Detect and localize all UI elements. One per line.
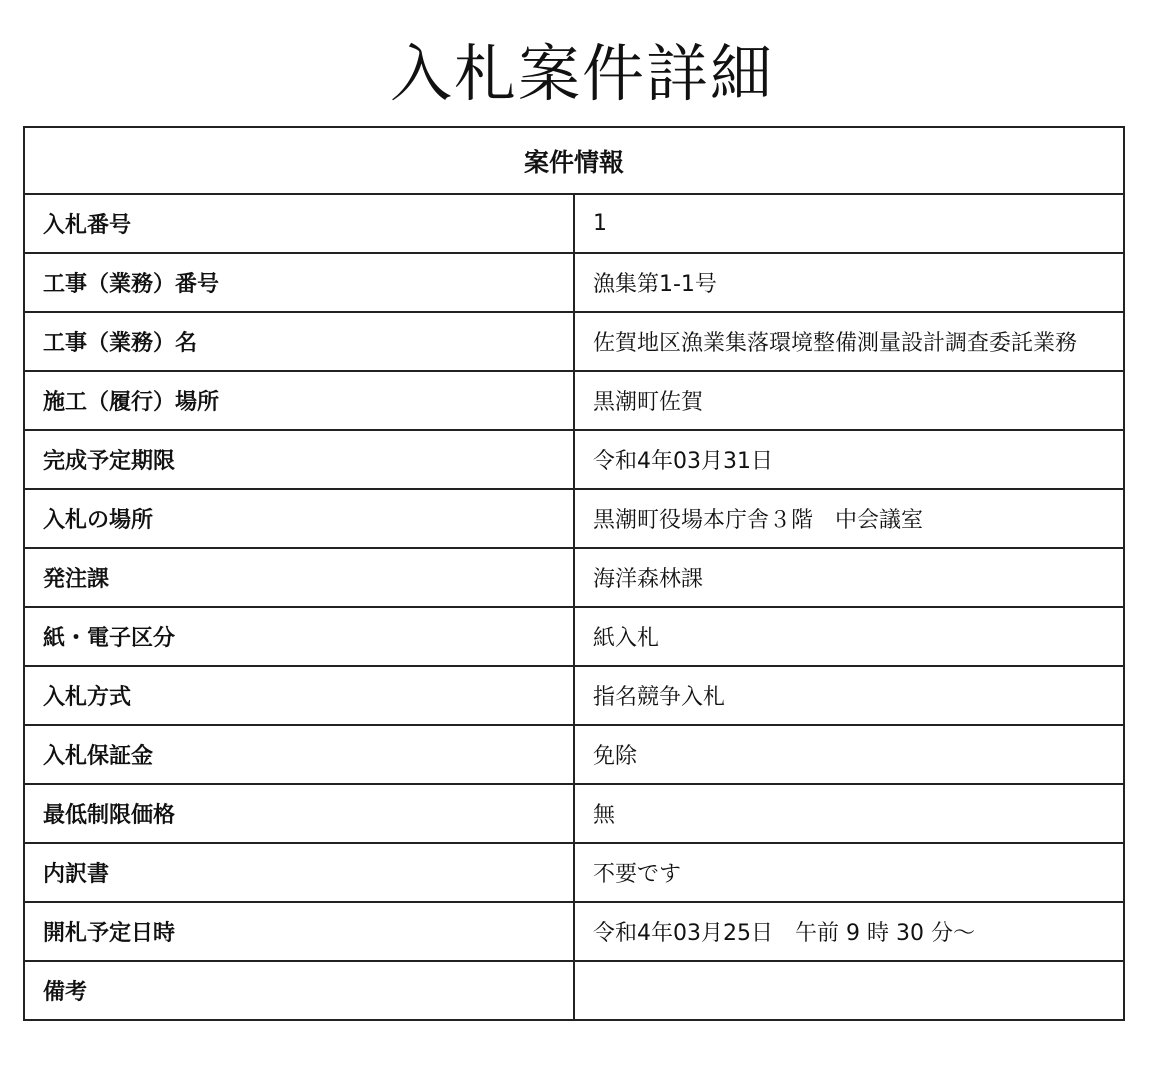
- bid-detail-table: [23, 126, 1125, 1021]
- row-project-number: [24, 253, 1124, 312]
- value-project-name: 佐賀地区漁業集落環境整備測量設計調査委託業務: [574, 312, 1124, 371]
- label-paper-electronic: 紙・電子区分: [24, 607, 574, 666]
- label-opening-datetime: 開札予定日時: [24, 902, 574, 961]
- page-title: 入札案件詳細: [389, 37, 774, 110]
- label-bid-venue: 入札の場所: [24, 489, 574, 548]
- label-ordering-department: 発注課: [24, 548, 574, 607]
- value-opening-datetime: 令和4年03月25日 午前 9 時 30 分～: [574, 902, 1124, 961]
- label-bid-bond: 入札保証金: [24, 725, 574, 784]
- row-minimum-price: [24, 784, 1124, 843]
- row-ordering-department: [24, 548, 1124, 607]
- label-project-number: 工事（業務）番号: [24, 253, 574, 312]
- label-breakdown: 内訳書: [24, 843, 574, 902]
- row-remarks: [24, 961, 1124, 1020]
- label-project-name: 工事（業務）名: [24, 312, 574, 371]
- label-completion-deadline: 完成予定期限: [24, 430, 574, 489]
- section-header: 案件情報: [24, 127, 1124, 194]
- label-bid-method: 入札方式: [24, 666, 574, 725]
- row-work-location: [24, 371, 1124, 430]
- row-project-name: [24, 312, 1124, 371]
- label-minimum-price: 最低制限価格: [24, 784, 574, 843]
- row-bid-number: [24, 194, 1124, 253]
- value-bid-bond: 免除: [574, 725, 1124, 784]
- row-opening-datetime: [24, 902, 1124, 961]
- value-bid-venue: 黒潮町役場本庁舎３階 中会議室: [574, 489, 1124, 548]
- row-paper-electronic: [24, 607, 1124, 666]
- row-bid-venue: [24, 489, 1124, 548]
- table-header-row: [24, 127, 1124, 194]
- label-bid-number: 入札番号: [24, 194, 574, 253]
- value-completion-deadline: 令和4年03月31日: [574, 430, 1124, 489]
- value-breakdown: 不要です: [574, 843, 1124, 902]
- value-remarks: [574, 961, 1124, 1020]
- label-remarks: 備考: [24, 961, 574, 1020]
- value-paper-electronic: 紙入札: [574, 607, 1124, 666]
- row-completion-deadline: [24, 430, 1124, 489]
- value-work-location: 黒潮町佐賀: [574, 371, 1124, 430]
- value-bid-number: 1: [574, 194, 1124, 253]
- value-project-number: 漁集第1-1号: [574, 253, 1124, 312]
- row-bid-bond: [24, 725, 1124, 784]
- label-work-location: 施工（履行）場所: [24, 371, 574, 430]
- value-minimum-price: 無: [574, 784, 1124, 843]
- row-breakdown: [24, 843, 1124, 902]
- value-bid-method: 指名競争入札: [574, 666, 1124, 725]
- row-bid-method: [24, 666, 1124, 725]
- value-ordering-department: 海洋森林課: [574, 548, 1124, 607]
